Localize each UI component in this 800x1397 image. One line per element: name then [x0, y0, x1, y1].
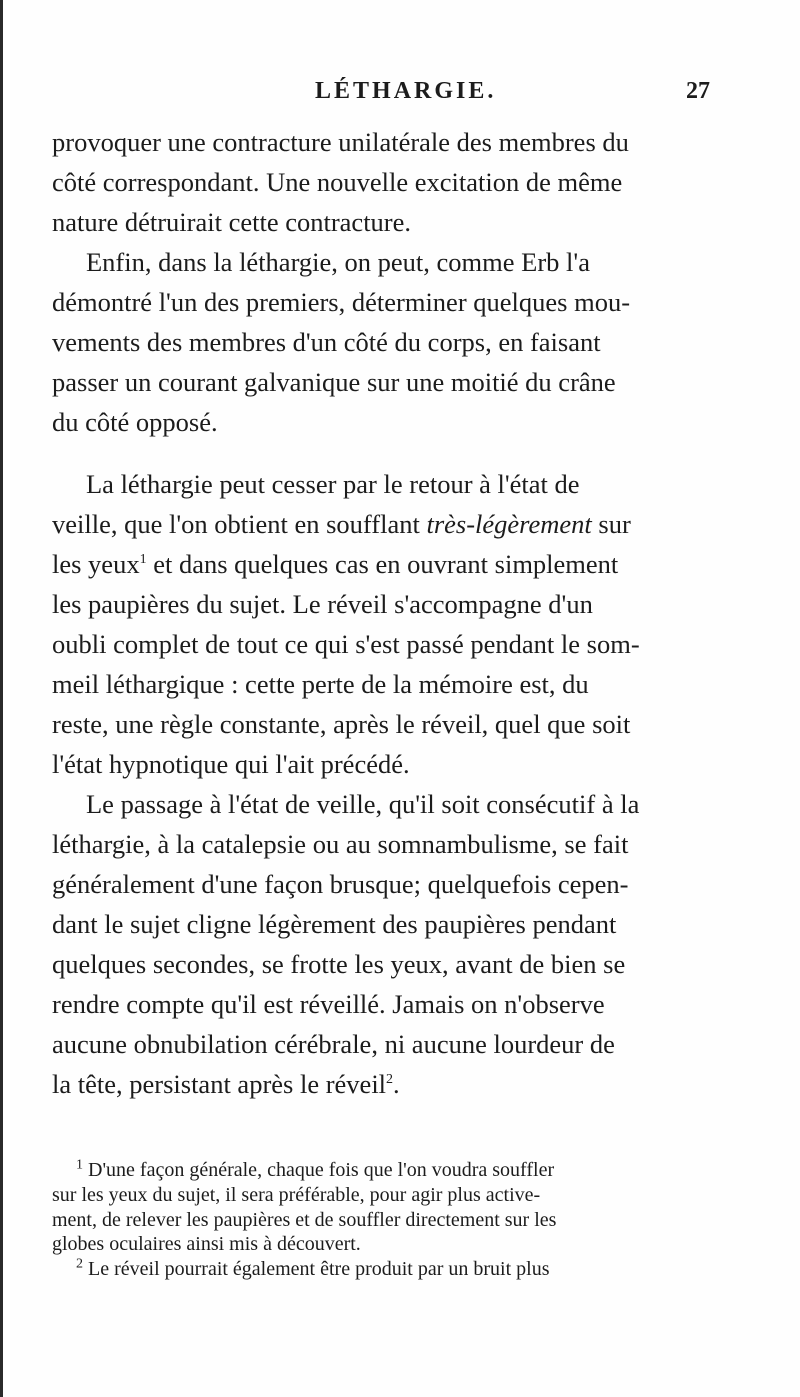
- footnote-1: [52, 1158, 712, 1257]
- text-segment: .: [393, 1069, 400, 1099]
- text-line: reste, une règle constante, après le réveil, quel que soit: [52, 709, 631, 739]
- footnote-line: [52, 1158, 712, 1183]
- paragraph-1: [52, 122, 712, 242]
- text-line: généralement d'une façon brusque; quelquefois cepen-: [52, 869, 629, 899]
- text-line: meil léthargique : cette perte de la mémoire est, du: [52, 669, 589, 699]
- text-line: les paupières du sujet. Le réveil s'accompagne d'un: [52, 589, 593, 619]
- text-line: dant le sujet cligne légèrement des paupières pendant: [52, 909, 617, 939]
- text-segment: D'une façon générale, chaque fois que l'on voudra souffler: [83, 1159, 555, 1181]
- text-line: quelques secondes, se frotte les yeux, avant de bien se: [52, 949, 626, 979]
- footnote-ref-1: 1: [139, 552, 147, 568]
- text-line: rendre compte qu'il est réveillé. Jamais on n'observe: [52, 989, 605, 1019]
- text-line: du côté opposé.: [52, 407, 218, 437]
- page-spine-edge: [0, 0, 3, 1397]
- paragraph-spacer: [52, 442, 712, 464]
- footnote-mark-1: 1: [76, 1157, 83, 1173]
- footnote-line: sur les yeux du sujet, il sera préférable, pour agir plus active-: [52, 1183, 541, 1206]
- text-line: démontré l'un des premiers, déterminer quelques mou-: [52, 287, 631, 317]
- running-head-title: LÉTHARGIE.: [315, 78, 497, 104]
- paragraph-2: [52, 242, 712, 442]
- text-line: vements des membres d'un côté du corps, en faisant: [52, 327, 601, 357]
- text-segment: sur: [591, 509, 631, 539]
- running-head: [60, 78, 710, 108]
- text-line: [52, 1064, 712, 1104]
- text-segment: Le réveil pourrait également être produit par un bruit plus: [83, 1258, 550, 1281]
- text-segment: les yeux: [52, 549, 140, 579]
- text-line: léthargie, à la catalepsie ou au somnambulisme, se fait: [52, 829, 629, 859]
- text-line: nature détruirait cette contracture.: [52, 207, 412, 237]
- text-line: côté correspondant. Une nouvelle excitation de même: [52, 167, 623, 197]
- text-line: [52, 504, 712, 544]
- body-text: [52, 122, 712, 1104]
- text-line: [52, 544, 712, 584]
- text-line: Enfin, dans la léthargie, on peut, comme Erb l'a: [86, 247, 590, 277]
- emphasized-text: très-légèrement: [426, 509, 592, 539]
- footnote-ref-2: 2: [386, 1072, 394, 1088]
- text-line: La léthargie peut cesser par le retour à l'état de: [86, 469, 580, 499]
- footnote-line: ment, de relever les paupières et de souffler directement sur les: [52, 1208, 557, 1231]
- footnote-line: globes oculaires ainsi mis à découvert.: [52, 1233, 361, 1256]
- footnotes: [52, 1158, 712, 1282]
- text-line: aucune obnubilation cérébrale, ni aucune lourdeur de: [52, 1029, 615, 1059]
- footnote-line: [52, 1257, 712, 1282]
- footnote-mark-2: 2: [76, 1256, 83, 1272]
- page-number: 27: [686, 78, 710, 104]
- paragraph-3: [52, 464, 712, 784]
- text-line: Le passage à l'état de veille, qu'il soit consécutif à la: [86, 789, 640, 819]
- text-line: oubli complet de tout ce qui s'est passé pendant le som-: [52, 629, 640, 659]
- paragraph-4: [52, 784, 712, 1104]
- text-segment: veille, que l'on obtient en soufflant: [52, 509, 427, 539]
- text-line: passer un courant galvanique sur une moitié du crâne: [52, 367, 616, 397]
- text-segment: la tête, persistant après le réveil: [52, 1069, 387, 1099]
- footnote-2: [52, 1257, 712, 1282]
- text-line: provoquer une contracture unilatérale des membres du: [52, 127, 629, 157]
- text-line: l'état hypnotique qui l'ait précédé.: [52, 749, 410, 779]
- text-segment: et dans quelques cas en ouvrant simplement: [146, 549, 619, 579]
